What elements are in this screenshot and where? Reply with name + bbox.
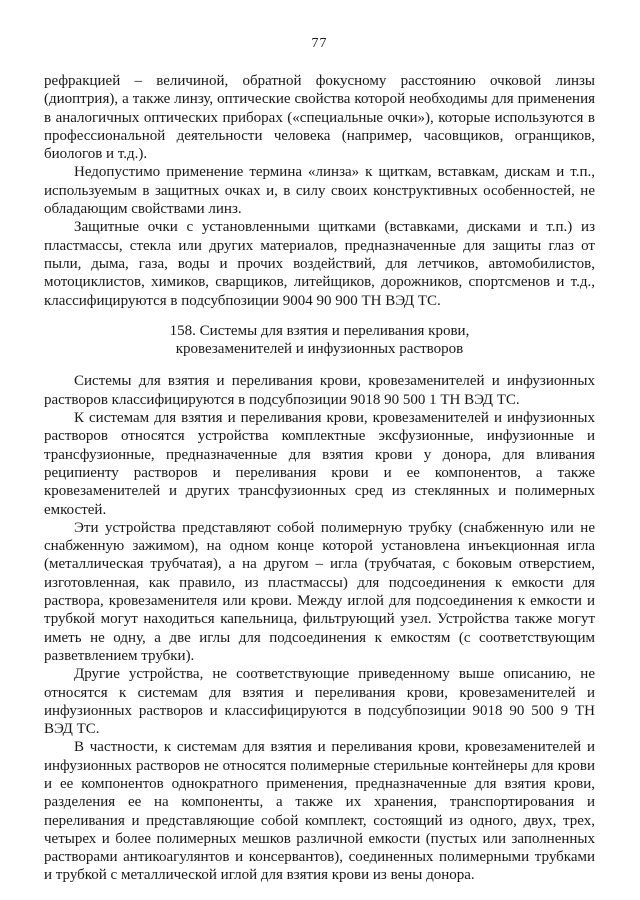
page-number: 77 <box>311 36 328 51</box>
section-heading-line-2: кровезаменителей и инфузионных растворов <box>175 341 464 358</box>
paragraph-systems-classification: Системы для взятия и переливания крови, кровезаменителей и инфузионных растворов классифицируются в подсубпозиции 9018 90 500 1 ТН ВЭД ТС. <box>44 373 595 408</box>
paragraph-excluded-containers: В частности, к системам для взятия и переливания крови, кровезаменителей и инфузионных растворов не относятся полимерные стерильные контейнеры для крови и ее компонентов однократного применения, предназначенные для взятия крови, разделения ее на компоненты, а также их хранения, транспортирования и переливания и представляющие собой комплект, состоящий из одного, двух, трех, четырех и более полимерных мешков различной емкости (пустых или заполненных растворами антикоагулянтов и консервантов), соединенных полимерными трубками и трубкой с металлической иглой для взятия крови из вены донора. <box>44 739 595 884</box>
paragraph-other-devices-classification: Другие устройства, не соответствующие приведенному выше описанию, не относятся к системам для взятия и переливания крови, кровезаменителей и инфузионных растворов и классифицируются в подсубпозиции 9018 90 500 9 ТН ВЭД ТС. <box>44 666 595 738</box>
paragraph-refraction-continuation: рефракцией – величиной, обратной фокусному расстоянию очковой линзы (диоптрия), а также линзу, оптические свойства которой необходимы для применения в аналогичных оптических приборах («специальные очки»), которые используются в профессиональной деятельности человека (например, часовщиков, огранщиков, биологов и т.д.). <box>44 73 595 163</box>
paragraph-systems-definition: К системам для взятия и переливания крови, кровезаменителей и инфузионных растворов относятся устройства комплектные эксфузионные, инфузионные и трансфузионные, предназначенные для взятия крови у донора, для вливания реципиенту растворов и переливания крови и ее компонентов, а также кровезаменителей и других трансфузионных сред из стеклянных и полимерных емкостей. <box>44 410 595 518</box>
section-heading <box>44 322 595 359</box>
page-content <box>44 72 595 885</box>
paragraph-lens-term-restriction: Недопустимо применение термина «линза» к щиткам, вставкам, дискам и т.п., используемым в защитных очках и, в силу своих конструктивных особенностей, не обладающим свойствами линз. <box>44 164 595 218</box>
paragraph-device-description: Эти устройства представляют собой полимерную трубку (снабженную или не снабженную зажимом), на одном конце которой установлена инъекционная игла (металлическая трубчатая), а на другом – игла (трубчатая, с боковым отверстием, изготовленная, как правило, из пластмассы) для подсоединения к емкости для раствора, кровезаменителя или крови. Между иглой для подсоединения к емкости и трубкой могут находиться капельница, фильтрующий узел. Устройства также могут иметь не одну, а две иглы для подсоединения к емкостям (с соответствующим разветвлением трубки). <box>44 519 595 664</box>
section-heading-line-1: 158. Системы для взятия и переливания крови, <box>169 322 470 339</box>
paragraph-protective-goggles-classification: Защитные очки с установленными щитками (вставками, дисками и т.п.) из пластмассы, стекла или других материалов, предназначенные для защиты глаз от пыли, дыма, газа, воды и прочих воздействий, для летчиков, автомобилистов, мотоциклистов, химиков, сварщиков, литейщиков, дорожников, спортсменов и т.д., классифицируются в подсубпозиции 9004 90 900 ТН ВЭД ТС. <box>44 219 595 309</box>
